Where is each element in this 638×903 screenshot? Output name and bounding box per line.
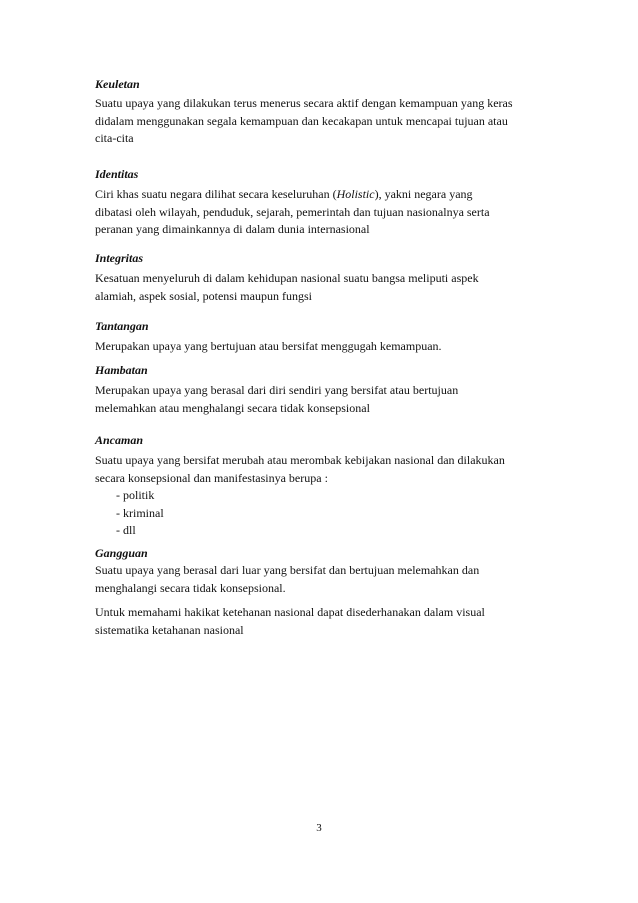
term-hambatan: Hambatan bbox=[95, 363, 148, 377]
page-number: 3 bbox=[316, 822, 322, 834]
definition-line: cita-cita bbox=[95, 131, 134, 145]
paragraph-line: Untuk memahami hakikat ketehanan nasional dapat disederhanakan dalam visual bbox=[95, 605, 485, 619]
closing-paragraph bbox=[95, 604, 541, 639]
definition-line: Suatu upaya yang bersifat merubah atau merombak kebijakan nasional dan dilakukan bbox=[95, 453, 505, 467]
definition-text: Ciri khas suatu negara dilihat secara keseluruhan ( bbox=[95, 187, 337, 201]
paragraph-line: sistematika ketahanan nasional bbox=[95, 622, 244, 637]
list-item: - dll bbox=[116, 523, 136, 537]
definition-line: Merupakan upaya yang bertujuan atau bersifat menggugah kemampuan. bbox=[95, 339, 442, 353]
definition-line: Merupakan upaya yang berasal dari diri sendiri yang bersifat atau bertujuan bbox=[95, 383, 459, 397]
definition-line bbox=[95, 186, 541, 204]
definition-line: Suatu upaya yang berasal dari luar yang bersifat dan bertujuan melemahkan dan bbox=[95, 563, 480, 577]
ancaman-list bbox=[116, 487, 164, 540]
term-tantangan: Tantangan bbox=[95, 319, 149, 333]
term-identitas: Identitas bbox=[95, 167, 139, 181]
definition-tantangan bbox=[95, 338, 541, 356]
term-keuletan: Keuletan bbox=[95, 77, 140, 91]
term-ancaman: Ancaman bbox=[95, 433, 144, 447]
definition-line: didalam menggunakan segala kemampuan dan kecakapan untuk mencapai tujuan atau bbox=[95, 113, 508, 128]
list-item: - kriminal bbox=[116, 505, 164, 520]
definition-ancaman bbox=[95, 452, 541, 487]
term-integritas: Integritas bbox=[95, 251, 144, 265]
definition-hambatan bbox=[95, 382, 541, 417]
definition-keuletan bbox=[95, 95, 541, 148]
definition-identitas bbox=[95, 186, 541, 239]
definition-text: ), yakni negara yang bbox=[374, 187, 473, 201]
definition-line: menghalangi secara tidak konsepsional. bbox=[95, 580, 286, 595]
definition-italic-term: Holistic bbox=[336, 187, 375, 201]
definition-line: Suatu upaya yang dilakukan terus menerus secara aktif dengan kemampuan yang keras bbox=[95, 96, 513, 110]
definition-line: Kesatuan menyeluruh di dalam kehidupan nasional suatu bangsa meliputi aspek bbox=[95, 271, 479, 285]
definition-integritas bbox=[95, 270, 541, 305]
definition-line: dibatasi oleh wilayah, penduduk, sejarah, pemerintah dan tujuan nasionalnya serta bbox=[95, 204, 490, 219]
definition-line: melemahkan atau menghalangi secara tidak konsepsional bbox=[95, 400, 370, 415]
definition-gangguan bbox=[95, 562, 541, 597]
definition-line: secara konsepsional dan manifestasinya berupa : bbox=[95, 470, 328, 485]
list-item: - politik bbox=[116, 488, 155, 502]
definition-line: peranan yang dimainkannya di dalam dunia internasional bbox=[95, 222, 370, 236]
term-gangguan: Gangguan bbox=[95, 546, 148, 560]
definition-line: alamiah, aspek sosial, potensi maupun fungsi bbox=[95, 288, 312, 303]
